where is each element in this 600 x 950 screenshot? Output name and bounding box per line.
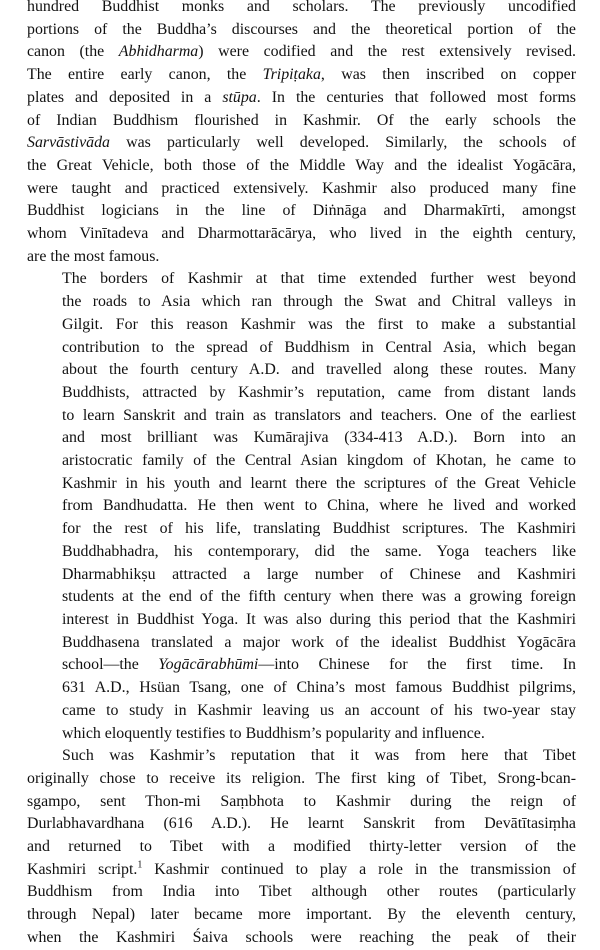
text-line: [27, 859, 576, 882]
text-line: Kashmir in his youth and learnt there the scriptures of the Great Vehicle: [62, 474, 576, 492]
text-line: interest in Buddhist Yoga. It was also during this period that the Kashmiri: [62, 610, 576, 628]
text-line: through Nepal) later became more important. By the eleventh century,: [27, 906, 576, 924]
text-line: students at the end of the fifth century when there was a growing foreign: [62, 588, 576, 606]
text-line: aristocratic family of the Central Asian kingdom of Khotan, he came to: [62, 452, 576, 470]
text-line: Buddhists, attracted by Kashmir’s reputation, came from distant lands: [62, 383, 576, 401]
text-line: whom Vinītadeva and Dharmottarācārya, who lived in the eighth century,: [27, 225, 576, 243]
paragraph-1: [27, 0, 576, 268]
text-line: hundred Buddhist monks and scholars. The previously uncodified: [27, 0, 576, 15]
text-line: contribution to the spread of Buddhism in Central Asia, which began: [62, 338, 576, 356]
text-line: are the most famous.: [27, 247, 160, 265]
text-line: school—the Yogācārabhūmi—into Chinese for the first time. In: [62, 656, 577, 674]
text-line: about the fourth century A.D. and travelled along these routes. Many: [62, 361, 576, 379]
text-line: Buddhabhadra, his contemporary, did the same. Yoga teachers like: [62, 542, 576, 560]
text-line: portions of the Buddha’s discourses and the theoretical portion of the: [27, 20, 576, 38]
italic-term: Tripiṭaka: [262, 66, 321, 84]
italic-term: stūpa: [222, 88, 257, 106]
footnote-marker: 1: [137, 859, 143, 871]
text-line: Buddhist logicians in the line of Diṅnāga and Dharmakīrti, amongst: [27, 202, 576, 220]
text-fragment: Kashmiri script.: [27, 860, 138, 878]
italic-term: Sarvāstivāda: [27, 134, 110, 152]
text-line: to learn Sanskrit and train as translators and teachers. One of the earliest: [62, 406, 576, 424]
text-line: were taught and practiced extensively. Kashmir also produced many fine: [27, 179, 576, 197]
text-line: from Bandhudatta. He then went to China, where he lived and worked: [62, 497, 576, 515]
text-line: plates and deposited in a stūpa. In the centuries that followed most forms: [27, 88, 576, 106]
italic-term: Yogācārabhūmi: [158, 656, 259, 674]
text-line: originally chose to receive its religion. The first king of Tibet, Srong-bcan-: [27, 769, 576, 787]
text-line: 631 A.D., Hsüan Tsang, one of China’s most famous Buddhist pilgrims,: [62, 679, 576, 697]
text-line: for the rest of his life, translating Buddhist scriptures. The Kashmiri: [62, 520, 576, 538]
text-line: Dharmabhikṣu attracted a large number of Chinese and Kashmiri: [62, 565, 576, 583]
text-line: canon (the Abhidharma) were codified and the rest extensively revised.: [27, 43, 577, 61]
text-line: The borders of Kashmir at that time extended further west beyond: [62, 270, 576, 288]
text-line: and most brilliant was Kumārajiva (334-413 A.D.). Born into an: [62, 429, 576, 447]
text-line: which eloquently testifies to Buddhism’s popularity and influence.: [62, 724, 485, 742]
italic-term: Abhidharma: [118, 43, 199, 61]
paragraph-3: [27, 745, 576, 949]
text-line: Sarvāstivāda was particularly well developed. Similarly, the schools of: [27, 134, 576, 152]
text-line: Buddhism from India into Tibet although other routes (particularly: [27, 883, 576, 901]
text-line: the Great Vehicle, both those of the Middle Way and the idealist Yogācāra,: [27, 156, 576, 174]
paragraph-2: [27, 268, 576, 745]
text-line: The entire early canon, the Tripiṭaka, was then inscribed on copper: [27, 66, 577, 84]
text-fragment: Kashmir continued to play a role in the transmission of: [142, 860, 576, 878]
text-line: of Indian Buddhism flourished in Kashmir. Of the early schools the: [27, 111, 576, 129]
text-line: sgampo, sent Thon-mi Saṃbhota to Kashmir during the reign of: [27, 792, 576, 810]
text-line: and returned to Tibet with a modified thirty-letter version of the: [27, 838, 576, 856]
text-line: Buddhasena translated a major work of the idealist Buddhist Yogācāra: [62, 633, 576, 651]
text-line: when the Kashmiri Śaiva schools were reaching the peak of their: [27, 928, 576, 946]
text-line: came to study in Kashmir leaving us an account of his two-year stay: [62, 701, 576, 719]
text-line: Durlabhavardhana (616 A.D.). He learnt Sanskrit from Devātītasiṃha: [27, 815, 576, 833]
text-line: Gilgit. For this reason Kashmir was the first to make a substantial: [62, 315, 576, 333]
text-line: the roads to Asia which ran through the Swat and Chitral valleys in: [62, 293, 576, 311]
text-line: Such was Kashmir’s reputation that it was from here that Tibet: [62, 747, 576, 765]
